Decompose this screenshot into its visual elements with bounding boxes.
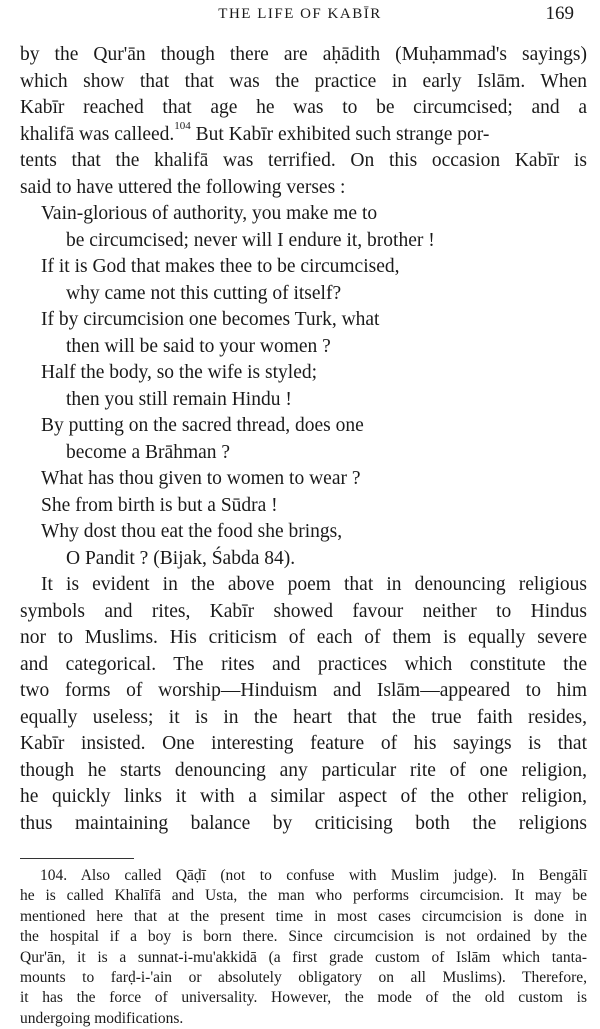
text-line: tents that the khalifā was terrified. On this occasion Kabīr is	[20, 150, 587, 171]
main-text	[20, 42, 587, 837]
text-line: he quickly links it with a similar aspect of the other religion,	[20, 786, 587, 807]
footnote-marker: 104	[174, 119, 191, 132]
running-head: THE LIFE OF KABĪR	[218, 6, 382, 22]
footnote-line: mounts to farḍ-i-'ain or absolutely obligatory on all Muslims). Therefore,	[20, 968, 587, 986]
text-line: It is evident in the above poem that in denouncing religious	[41, 574, 587, 595]
page-header	[0, 2, 600, 26]
verse-line: Why dost thou eat the food she brings,	[41, 521, 343, 542]
verse-line: Vain-glorious of authority, you make me to	[41, 203, 378, 224]
footnote-rule	[20, 858, 134, 859]
text-line: nor to Muslims. His criticism of each of them is equally severe	[20, 627, 587, 648]
verse-line: be circumcised; never will I endure it, brother !	[66, 229, 435, 251]
text-line: though he starts denouncing any particular rite of one religion,	[20, 759, 587, 781]
text-line: which show that that was the practice in early Islām. When	[20, 70, 587, 92]
text-line: two forms of worship—Hinduism and Islām—appeared to him	[20, 680, 587, 701]
footnote-line: he is called Khalīfā and Usta, the man who performs circumcision. It may be	[20, 887, 587, 905]
text-line: by the Qur'ān though there are aḥādith (Muḥammad's sayings)	[20, 44, 587, 65]
text-line: equally useless; it is in the heart that the true faith resides,	[20, 706, 587, 728]
verse-line: Half the body, so the wife is styled;	[41, 362, 318, 383]
text-line: thus maintaining balance by criticising both the religions	[20, 812, 587, 834]
verse-line: become a Brāhman ?	[66, 441, 231, 463]
text-line: and categorical. The rites and practices which constitute the	[20, 653, 587, 675]
verse-line: why came not this cutting of itself?	[66, 282, 342, 304]
verse-line: If by circumcision one becomes Turk, what	[41, 309, 380, 330]
footnote	[20, 866, 587, 1029]
footnote-line: it has the force of universality. However, the mode of the old custom is	[20, 989, 587, 1007]
verse-line: By putting on the sacred thread, does one	[41, 415, 364, 436]
text-line: khalifā was calleed.	[20, 123, 175, 145]
text-line-with-footnote	[20, 119, 587, 149]
footnote-line: the hospital if a boy is born there. Since circumcision is not ordained by the	[20, 928, 587, 946]
text-line: Kabīr insisted. One interesting feature of his sayings is that	[20, 733, 587, 754]
text-line: said to have uttered the following verses :	[20, 176, 346, 198]
text-line: Kabīr reached that age he was to be circumcised; and a	[20, 97, 587, 118]
footnote-line: undergoing modifications.	[20, 1009, 184, 1027]
footnote-line: Qur'ān, it is a sunnat-i-mu'akkidā (a first grade custom of Islām which tanta-	[20, 948, 587, 966]
page-number: 169	[545, 3, 574, 24]
text-line: symbols and rites, Kabīr showed favour neither to Hindus	[20, 600, 587, 622]
footnote-line: mentioned here that at the present time in most cases circumcision is done in	[20, 907, 587, 925]
verse-line: then will be said to your women ?	[66, 335, 331, 357]
verse-line: She from birth is but a Sūdra !	[41, 494, 278, 516]
verse-line: then you still remain Hindu !	[66, 388, 292, 410]
verse-line: What has thou given to women to wear ?	[41, 468, 361, 489]
footnote-line: 104. Also called Qāḍī (not to confuse with Muslim judge). In Bengālī	[40, 867, 587, 884]
text-line: But Kabīr exhibited such strange por-	[195, 123, 490, 145]
verse-line: O Pandit ? (Bijak, Śabda 84).	[66, 547, 296, 569]
verse-line: If it is God that makes thee to be circumcised,	[41, 256, 400, 277]
